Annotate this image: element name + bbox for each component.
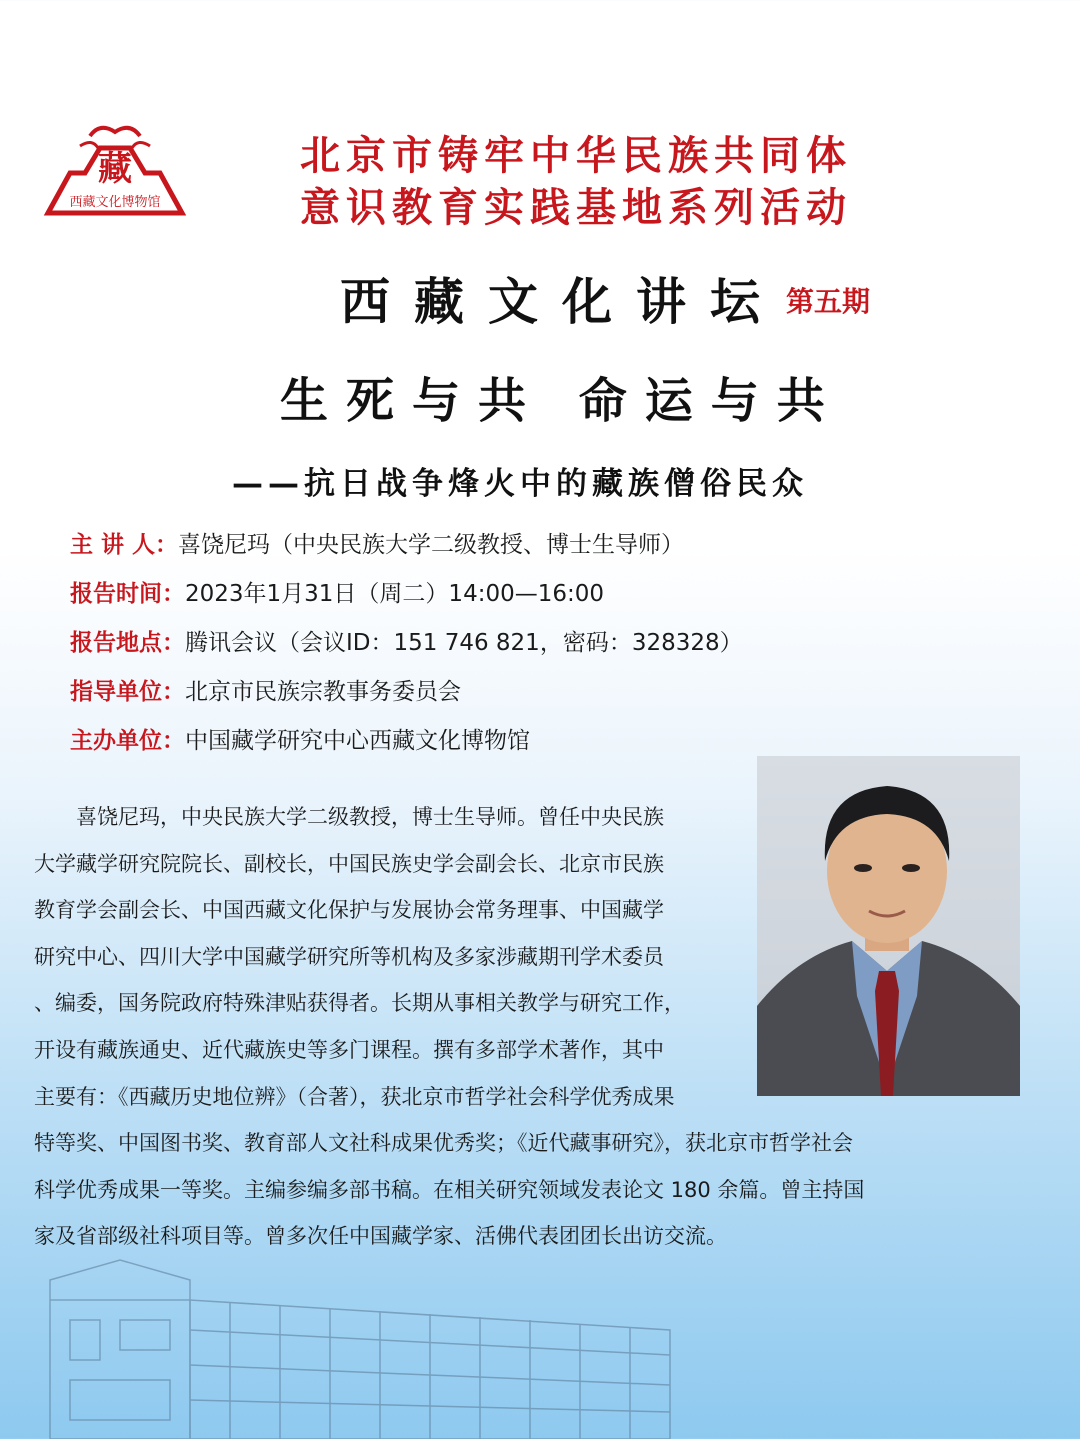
bio-line: 喜饶尼玛，中央民族大学二级教授，博士生导师。曾任中央民族 — [34, 805, 664, 829]
svg-text:藏: 藏 — [98, 149, 132, 189]
info-label: 报告地点： — [70, 630, 185, 656]
info-value: 喜饶尼玛（中央民族大学二级教授、博士生导师） — [178, 532, 685, 558]
bio-line: 研究中心、四川大学中国藏学研究所等机构及多家涉藏期刊学术委员 — [34, 944, 664, 969]
bio-line: 家及省部级社科项目等。曾多次任中国藏学家、活佛代表团团长出访交流。 — [34, 1224, 727, 1249]
info-value: 2023年1月31日（周二）14:00—16:00 — [185, 581, 604, 607]
issue-number: 第五期 — [786, 285, 871, 318]
organizer-title-line-1: 北京市铸牢中华民族共同体 — [300, 132, 852, 179]
info-label: 主办单位： — [70, 728, 185, 754]
bio-line: 、编委，国务院政府特殊津贴获得者。长期从事相关教学与研究工作， — [34, 991, 685, 1016]
info-value: 腾讯会议（会议ID：151 746 821，密码：328328） — [185, 630, 743, 656]
museum-logo-icon — [40, 118, 190, 218]
bio-line: 主要有：《西藏历史地位辨》（合著），获北京市哲学社会科学优秀成果 — [34, 1084, 675, 1109]
info-row-guidance — [70, 673, 461, 706]
info-value: 中国藏学研究中心西藏文化博物馆 — [185, 728, 530, 754]
svg-text:西藏文化博物馆: 西藏文化博物馆 — [69, 195, 161, 210]
info-label: 报告时间： — [70, 581, 185, 607]
organizer-title-line-2: 意识教育实践基地系列活动 — [300, 184, 852, 231]
info-label: 主 讲 人： — [70, 532, 179, 558]
bio-line: 科学优秀成果一等奖。主编参编多部书稿。在相关研究领域发表论文 180 余篇。曾主持国 — [34, 1177, 865, 1202]
bio-line: 特等奖、中国图书奖、教育部人文社科成果优秀奖；《近代藏事研究》，获北京市哲学社会 — [34, 1131, 853, 1156]
info-label: 指导单位： — [70, 679, 185, 705]
info-value: 北京市民族宗教事务委员会 — [185, 679, 461, 705]
info-row-speaker — [70, 526, 684, 559]
lecture-subtitle: ——抗日战争烽火中的藏族僧俗民众 — [232, 466, 808, 502]
speaker-bio — [34, 794, 984, 1260]
lecture-title: 生死与共 命运与共 — [280, 373, 843, 429]
bio-line: 大学藏学研究院院长、副校长，中国民族史学会副会长、北京市民族 — [34, 851, 664, 876]
info-row-time — [70, 575, 604, 608]
info-row-location — [70, 624, 743, 657]
bio-line: 开设有藏族通史、近代藏族史等多门课程。撰有多部学术著作，其中 — [34, 1037, 664, 1062]
info-row-host — [70, 722, 530, 755]
museum-building-sketch — [30, 1240, 710, 1439]
bio-line: 教育学会副会长、中国西藏文化保护与发展协会常务理事、中国藏学 — [34, 898, 664, 923]
forum-title: 西藏文化讲坛 — [340, 272, 784, 331]
